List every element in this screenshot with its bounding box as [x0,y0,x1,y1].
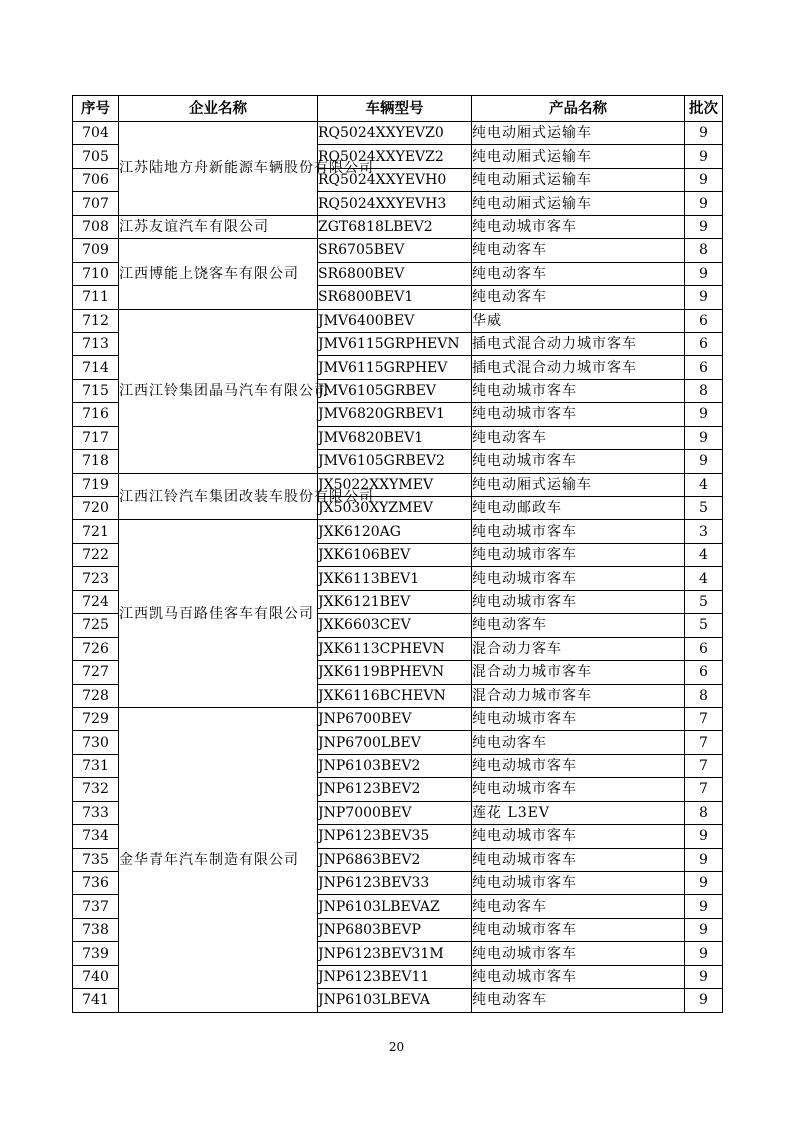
product-name: 纯电动厢式运输车 [472,473,685,496]
batch-number: 9 [685,942,723,965]
product-name: 纯电动厢式运输车 [472,168,685,191]
product-name: 纯电动厢式运输车 [472,192,685,215]
product-name: 纯电动城市客车 [472,215,685,238]
vehicle-model: JXK6116BCHEVN [318,684,472,707]
batch-number: 6 [685,637,723,660]
product-name: 纯电动厢式运输车 [472,145,685,168]
batch-number: 6 [685,661,723,684]
batch-number: 5 [685,614,723,637]
row-number: 722 [73,543,119,566]
vehicle-model: SR6705BEV [318,239,472,262]
batch-number: 4 [685,473,723,496]
batch-number: 9 [685,450,723,473]
company-name: 江西博能上饶客车有限公司 [119,239,318,309]
table-body [73,122,723,1013]
batch-number: 9 [685,989,723,1012]
vehicle-model: JNP6103LBEVAZ [318,895,472,918]
product-name: 纯电动城市客车 [472,590,685,613]
row-number: 739 [73,942,119,965]
row-number: 711 [73,286,119,309]
table-row [73,707,723,730]
batch-number: 9 [685,122,723,145]
product-name: 插电式混合动力城市客车 [472,356,685,379]
header-no: 序号 [73,96,119,122]
vehicle-model: SR6800BEV [318,262,472,285]
row-number: 709 [73,239,119,262]
row-number: 721 [73,520,119,543]
batch-number: 9 [685,872,723,895]
product-name: 纯电动客车 [472,262,685,285]
row-number: 713 [73,332,119,355]
vehicle-model: RQ5024XXYEVZ2 [318,145,472,168]
vehicle-model: JMV6400BEV [318,309,472,332]
vehicle-model: JXK6120AG [318,520,472,543]
table-row [73,309,723,332]
vehicle-model: JNP6103LBEVA [318,989,472,1012]
row-number: 727 [73,661,119,684]
vehicle-model: RQ5024XXYEVH3 [318,192,472,215]
vehicle-model: JXK6121BEV [318,590,472,613]
row-number: 730 [73,731,119,754]
product-name: 纯电动城市客车 [472,450,685,473]
company-name: 江苏陆地方舟新能源车辆股份有限公司 [119,122,318,216]
vehicle-model: JMV6105GRBEV [318,379,472,402]
row-number: 707 [73,192,119,215]
product-name: 纯电动城市客车 [472,942,685,965]
header-model: 车辆型号 [318,96,472,122]
header-batch: 批次 [685,96,723,122]
batch-number: 9 [685,403,723,426]
row-number: 715 [73,379,119,402]
batch-number: 4 [685,567,723,590]
product-name: 插电式混合动力城市客车 [472,332,685,355]
vehicle-model: JNP6123BEV35 [318,825,472,848]
batch-number: 9 [685,848,723,871]
header-company: 企业名称 [119,96,318,122]
vehicle-model: ZGT6818LBEV2 [318,215,472,238]
row-number: 736 [73,872,119,895]
row-number: 716 [73,403,119,426]
vehicle-model: JNP7000BEV [318,801,472,824]
batch-number: 5 [685,497,723,520]
product-name: 纯电动城市客车 [472,778,685,801]
table-row [73,239,723,262]
vehicle-catalog-table [72,95,723,1013]
row-number: 717 [73,426,119,449]
row-number: 732 [73,778,119,801]
table-header-row [73,96,723,122]
product-name: 纯电动城市客车 [472,403,685,426]
row-number: 741 [73,989,119,1012]
product-name: 纯电动城市客车 [472,543,685,566]
batch-number: 9 [685,895,723,918]
row-number: 708 [73,215,119,238]
batch-number: 7 [685,754,723,777]
product-name: 纯电动城市客车 [472,825,685,848]
batch-number: 7 [685,731,723,754]
product-name: 混合动力城市客车 [472,684,685,707]
company-name: 金华青年汽车制造有限公司 [119,707,318,1012]
batch-number: 3 [685,520,723,543]
vehicle-model: JXK6106BEV [318,543,472,566]
batch-number: 4 [685,543,723,566]
product-name: 纯电动邮政车 [472,497,685,520]
product-name: 纯电动城市客车 [472,848,685,871]
product-name: 纯电动客车 [472,895,685,918]
company-name: 江西凯马百路佳客车有限公司 [119,520,318,708]
product-name: 纯电动城市客车 [472,520,685,543]
batch-number: 8 [685,801,723,824]
row-number: 718 [73,450,119,473]
product-name: 混合动力城市客车 [472,661,685,684]
page-number: 20 [388,1040,405,1054]
vehicle-model: JNP6803BEVP [318,918,472,941]
vehicle-model: JXK6119BPHEVN [318,661,472,684]
product-name: 纯电动客车 [472,731,685,754]
row-number: 719 [73,473,119,496]
vehicle-model: JXK6603CEV [318,614,472,637]
vehicle-model: JNP6700BEV [318,707,472,730]
batch-number: 9 [685,215,723,238]
table-row [73,520,723,543]
product-name: 纯电动客车 [472,614,685,637]
header-product: 产品名称 [472,96,685,122]
batch-number: 8 [685,684,723,707]
row-number: 725 [73,614,119,637]
batch-number: 9 [685,286,723,309]
product-name: 纯电动城市客车 [472,379,685,402]
product-name: 纯电动城市客车 [472,707,685,730]
row-number: 712 [73,309,119,332]
row-number: 737 [73,895,119,918]
vehicle-model: SR6800BEV1 [318,286,472,309]
batch-number: 9 [685,192,723,215]
batch-number: 5 [685,590,723,613]
vehicle-model: JNP6863BEV2 [318,848,472,871]
row-number: 710 [73,262,119,285]
batch-number: 9 [685,918,723,941]
row-number: 726 [73,637,119,660]
company-name: 江苏友谊汽车有限公司 [119,215,318,238]
vehicle-model: RQ5024XXYEVH0 [318,168,472,191]
row-number: 720 [73,497,119,520]
batch-number: 9 [685,825,723,848]
company-name: 江西江铃集团晶马汽车有限公司 [119,309,318,473]
row-number: 723 [73,567,119,590]
batch-number: 6 [685,309,723,332]
row-number: 740 [73,965,119,988]
vehicle-model: JMV6105GRBEV2 [318,450,472,473]
row-number: 738 [73,918,119,941]
vehicle-model: JXK6113CPHEVN [318,637,472,660]
batch-number: 7 [685,778,723,801]
vehicle-model: JNP6123BEV11 [318,965,472,988]
vehicle-model: JNP6123BEV31M [318,942,472,965]
vehicle-model: JMV6820BEV1 [318,426,472,449]
product-name: 纯电动客车 [472,286,685,309]
table-row [73,473,723,496]
batch-number: 9 [685,965,723,988]
batch-number: 9 [685,426,723,449]
company-name: 江西江铃汽车集团改装车股份有限公司 [119,473,318,520]
batch-number: 7 [685,707,723,730]
batch-number: 9 [685,145,723,168]
table-row [73,122,723,145]
row-number: 728 [73,684,119,707]
row-number: 735 [73,848,119,871]
batch-number: 8 [685,379,723,402]
product-name: 纯电动城市客车 [472,918,685,941]
row-number: 729 [73,707,119,730]
row-number: 734 [73,825,119,848]
row-number: 724 [73,590,119,613]
product-name: 莲花 L3EV [472,801,685,824]
product-name: 纯电动客车 [472,239,685,262]
vehicle-model: JX5022XXYMEV [318,473,472,496]
row-number: 714 [73,356,119,379]
vehicle-model: JNP6123BEV33 [318,872,472,895]
batch-number: 9 [685,168,723,191]
row-number: 706 [73,168,119,191]
batch-number: 6 [685,332,723,355]
row-number: 733 [73,801,119,824]
product-name: 混合动力客车 [472,637,685,660]
vehicle-model: JMV6820GRBEV1 [318,403,472,426]
vehicle-model: JNP6103BEV2 [318,754,472,777]
batch-number: 6 [685,356,723,379]
vehicle-model: JMV6115GRPHEVN [318,332,472,355]
product-name: 纯电动城市客车 [472,872,685,895]
product-name: 纯电动城市客车 [472,965,685,988]
vehicle-model: JNP6700LBEV [318,731,472,754]
row-number: 731 [73,754,119,777]
vehicle-model: JX5030XYZMEV [318,497,472,520]
product-name: 纯电动厢式运输车 [472,122,685,145]
vehicle-model: RQ5024XXYEVZ0 [318,122,472,145]
batch-number: 9 [685,262,723,285]
table-row [73,215,723,238]
row-number: 704 [73,122,119,145]
batch-number: 8 [685,239,723,262]
product-name: 纯电动城市客车 [472,567,685,590]
product-name: 纯电动客车 [472,426,685,449]
vehicle-model: JNP6123BEV2 [318,778,472,801]
product-name: 华威 [472,309,685,332]
product-name: 纯电动客车 [472,989,685,1012]
product-name: 纯电动城市客车 [472,754,685,777]
row-number: 705 [73,145,119,168]
vehicle-model: JMV6115GRPHEV [318,356,472,379]
vehicle-model: JXK6113BEV1 [318,567,472,590]
